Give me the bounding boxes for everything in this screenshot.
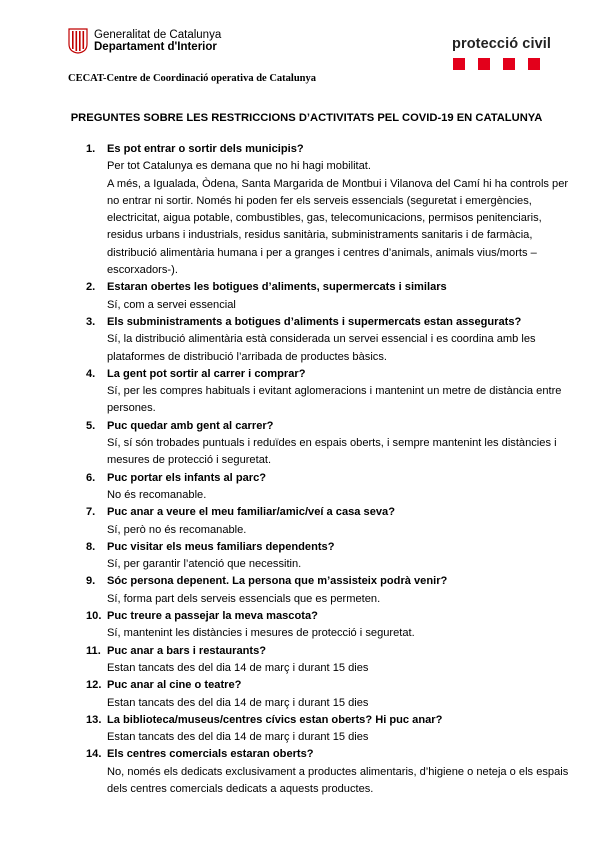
answer-text bbox=[107, 625, 556, 642]
question-number: 5. bbox=[86, 419, 96, 432]
answer-text bbox=[107, 591, 556, 608]
answer-text bbox=[107, 522, 556, 539]
answer-line: no entrar ni sortir. Només hi poden fer els serveis essencials (seguretat i emergències, bbox=[107, 194, 532, 207]
catalan-crest-icon bbox=[68, 28, 88, 54]
question-text: Puc quedar amb gent al carrer? bbox=[107, 419, 274, 432]
answer-line: Estan tancats des del dia 14 de març i durant 15 dies bbox=[107, 661, 369, 674]
answer-text bbox=[107, 383, 562, 418]
answer-line: plataformes de distribució l’arribada de productes bàsics. bbox=[107, 350, 387, 363]
questions-list bbox=[86, 141, 569, 798]
question-number: 3. bbox=[86, 315, 96, 328]
list-item bbox=[86, 573, 556, 608]
list-item bbox=[86, 141, 569, 279]
generalitat-header bbox=[68, 28, 221, 54]
answer-text bbox=[107, 487, 556, 504]
page-title: PREGUNTES SOBRE LES RESTRICCIONS D’ACTIVITATS PEL COVID-19 EN CATALUNYA bbox=[70, 112, 543, 124]
answer-line: Per tot Catalunya es demana que no hi hagi mobilitat. bbox=[107, 160, 371, 173]
question-text: Estaran obertes les botigues d’aliments, supermercats i similars bbox=[107, 281, 447, 294]
answer-text bbox=[107, 556, 556, 573]
question-text: Puc treure a passejar la meva mascota? bbox=[107, 610, 318, 623]
list-item bbox=[86, 366, 562, 418]
brand-square bbox=[503, 58, 515, 70]
answer-text bbox=[107, 764, 569, 799]
brand-title: protecció civil bbox=[452, 36, 552, 52]
brand-square bbox=[453, 58, 465, 70]
answer-line: Sí, sí són trobades puntuals i reduïdes en espais oberts, i sempre mantenint les distàncies i bbox=[107, 437, 557, 450]
question-text: Es pot entrar o sortir dels municipis? bbox=[107, 143, 304, 155]
answer-line: Estan tancats des del dia 14 de març i durant 15 dies bbox=[107, 696, 369, 709]
question-number: 4. bbox=[86, 367, 96, 380]
answer-line: No, només els dedicats exclusivament a productes alimentaris, d’higiene o neteja o els espais bbox=[107, 765, 569, 778]
answer-text bbox=[107, 435, 556, 470]
list-item bbox=[86, 677, 556, 712]
answer-text bbox=[107, 158, 569, 279]
gov-name: Generalitat de Catalunya bbox=[94, 29, 222, 41]
question-number: 14. bbox=[86, 748, 102, 761]
answer-line: Sí, com a servei essencial bbox=[107, 298, 236, 311]
answer-line: Sí, forma part dels serveis essencials que es permeten. bbox=[107, 592, 381, 605]
answer-text bbox=[107, 729, 556, 746]
question-number: 7. bbox=[86, 506, 96, 519]
question-number: 8. bbox=[86, 540, 96, 553]
question-number: 12. bbox=[86, 679, 102, 692]
question-text: La biblioteca/museus/centres cívics estan oberts? Hi puc anar? bbox=[107, 713, 443, 726]
answer-line: No és recomanable. bbox=[107, 488, 207, 501]
list-item bbox=[86, 470, 556, 505]
question-text: Sóc persona depenent. La persona que m’assisteix podrà venir? bbox=[107, 575, 448, 588]
question-text: Puc anar al cine o teatre? bbox=[107, 679, 242, 692]
list-item bbox=[86, 314, 556, 366]
brand-square bbox=[478, 58, 490, 70]
question-number: 9. bbox=[86, 575, 96, 588]
question-text: Puc portar els infants al parc? bbox=[107, 471, 267, 484]
answer-line: Sí, per garantir l’atenció que necessitin. bbox=[107, 558, 302, 571]
question-text: Els subministraments a botigues d’aliments i supermercats estan assegurats? bbox=[107, 315, 522, 328]
list-item bbox=[86, 418, 556, 470]
department-name: Departament d'Interior bbox=[94, 41, 217, 53]
question-text: Els centres comercials estaran oberts? bbox=[107, 748, 314, 761]
list-item bbox=[86, 712, 556, 747]
answer-line: Estan tancats des del dia 14 de març i durant 15 dies bbox=[107, 731, 369, 744]
answer-line: Sí, mantenint les distàncies i mesures de protecció i seguretat. bbox=[107, 627, 415, 640]
answer-line: Sí, per les compres habituals i evitant aglomeracions i mantenint un metre de distància entre bbox=[107, 385, 562, 398]
answer-line: Sí, però no és recomanable. bbox=[107, 523, 247, 536]
brand-square bbox=[528, 58, 540, 70]
answer-line: distribució alimentària humana i per a granges i centres d’animals, animals vius/morts – bbox=[107, 246, 537, 259]
question-number: 2. bbox=[86, 281, 96, 294]
answer-line: Sí, la distribució alimentària està considerada un servei essencial i es coordina amb les bbox=[107, 333, 536, 346]
list-item bbox=[86, 608, 556, 643]
list-item bbox=[86, 279, 556, 314]
question-number: 13. bbox=[86, 713, 102, 726]
answer-line: residus urbans i industrials, residus sanitària, subministraments sanitaris i de farmàcia, bbox=[107, 229, 533, 242]
answer-text bbox=[107, 297, 556, 314]
question-number: 1. bbox=[86, 143, 96, 155]
list-item bbox=[86, 746, 569, 798]
question-number: 10. bbox=[86, 610, 102, 623]
question-text: Puc anar a veure el meu familiar/amic/veí a casa seva? bbox=[107, 506, 395, 519]
answer-line: A més, a Igualada, Òdena, Santa Margarida de Montbui i Vilanova del Camí hi ha controls per bbox=[107, 177, 569, 190]
answer-line: electricitat, aigua potable, combustibles, gas, telecomunicacions, permisos penitenciaris, bbox=[107, 212, 542, 225]
question-text: La gent pot sortir al carrer i comprar? bbox=[107, 367, 306, 380]
question-text: Puc visitar els meus familiars dependents? bbox=[107, 540, 335, 553]
proteccio-civil-logo bbox=[452, 36, 552, 70]
list-item bbox=[86, 539, 556, 574]
question-number: 11. bbox=[86, 644, 101, 657]
answer-line: dels centres comercials dedicats a aquests productes. bbox=[107, 782, 374, 795]
answer-line: persones. bbox=[107, 402, 156, 415]
answer-text bbox=[107, 331, 556, 366]
answer-text bbox=[107, 660, 556, 677]
brand-squares bbox=[453, 58, 552, 70]
answer-line: mesures de protecció i seguretat. bbox=[107, 454, 272, 467]
answer-text bbox=[107, 695, 556, 712]
question-number: 6. bbox=[86, 471, 96, 484]
cecat-line: CECAT-Centre de Coordinació operativa de Catalunya bbox=[68, 73, 317, 84]
list-item bbox=[86, 643, 556, 678]
question-text: Puc anar a bars i restaurants? bbox=[107, 644, 267, 657]
list-item bbox=[86, 504, 556, 539]
answer-line: escorxadors-). bbox=[107, 264, 178, 277]
